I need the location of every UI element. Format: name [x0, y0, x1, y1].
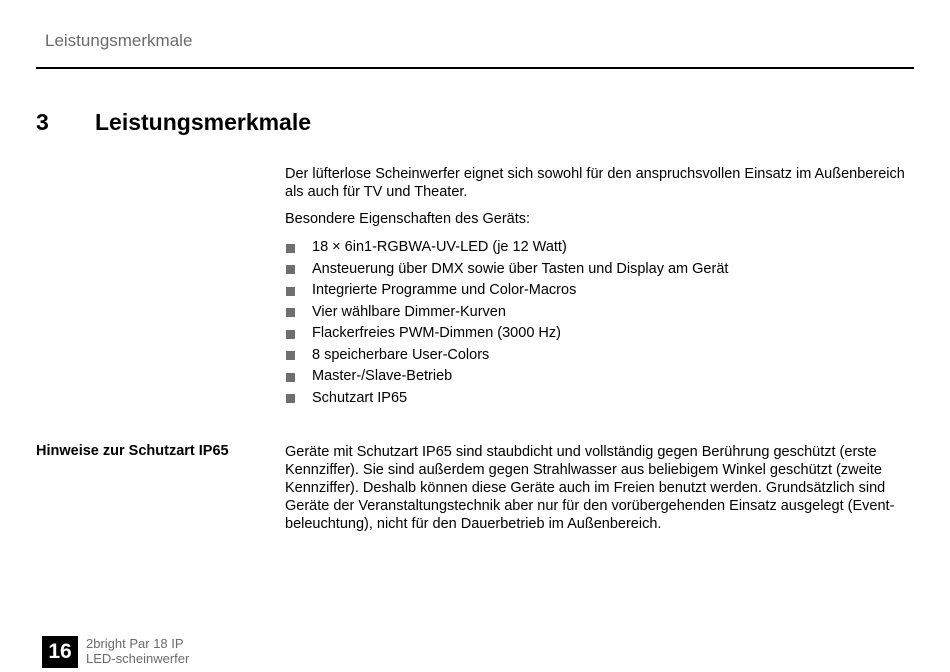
chapter-number: 3: [36, 109, 49, 135]
feature-text: Schutzart IP65: [312, 389, 408, 406]
intro-paragraph: Der lüfterlose Scheinwerfer eignet sich sowohl für den anspruchsvollen Einsatz im Außenbereich als auch für TV und Theater.: [285, 166, 905, 200]
feature-item: [285, 366, 915, 388]
feature-text: 18 × 6in1-RGBWA-UV-LED (je 12 Watt): [312, 239, 567, 255]
feature-text: 8 speicherbare User-Colors: [312, 346, 490, 363]
feature-item: [285, 280, 915, 302]
feature-list: [285, 237, 915, 409]
ip-section-text: Geräte mit Schutzart IP65 sind staubdicht und vollständig gegen Berührung geschützt (erste Kennziffer). Sie sind außerdem gegen Strahlwasser aus beliebigem Winkel geschützt (zweite Kennziffer). Deshalb können diese Geräte auch im Freien benutzt werden. Grundsätzlich sind Geräte der Veranstaltungstechnik aber nur für den vorübergehenden Einsatz ausgelegt (Eventbeleuchtung), nicht für den Dauerbetrieb im Außenbereich.: [285, 444, 895, 532]
square-bullet-icon: [286, 330, 295, 339]
square-bullet-icon: [286, 287, 295, 296]
feature-text: Master-/Slave-Betrieb: [312, 368, 453, 384]
ip-section-heading: Hinweise zur Schutzart IP65: [36, 443, 229, 459]
feature-text: Vier wählbare Dimmer-Kurven: [312, 303, 506, 320]
feature-text: Flackerfreies PWM-Dimmen (3000 Hz): [312, 325, 561, 341]
feature-item: [285, 237, 915, 259]
intro-section: [285, 165, 915, 409]
running-header-title: Leistungsmerkmale: [45, 31, 193, 50]
page-number-badge: 16: [42, 636, 78, 668]
feature-item: [285, 345, 915, 367]
square-bullet-icon: [286, 265, 295, 274]
feature-item: [285, 388, 915, 410]
square-bullet-icon: [286, 351, 295, 360]
feature-item: [285, 302, 915, 324]
square-bullet-icon: [286, 244, 295, 253]
footer-product-type: LED-scheinwerfer: [86, 651, 190, 666]
chapter-heading: [36, 109, 311, 136]
square-bullet-icon: [286, 308, 295, 317]
header-divider: [36, 67, 914, 69]
ip-section: [285, 443, 915, 533]
footer-product-name: 2bright Par 18 IP: [86, 636, 184, 651]
features-lead: Besondere Eigenschaften des Geräts:: [285, 211, 531, 227]
footer-product: [86, 636, 189, 666]
feature-text: Ansteuerung über DMX sowie über Tasten und Display am Gerät: [312, 260, 729, 277]
square-bullet-icon: [286, 373, 295, 382]
feature-item: [285, 323, 915, 345]
feature-item: [285, 259, 915, 281]
feature-text: Integrierte Programme und Color-Macros: [312, 282, 577, 298]
square-bullet-icon: [286, 394, 295, 403]
chapter-title: Leistungsmerkmale: [95, 109, 312, 135]
